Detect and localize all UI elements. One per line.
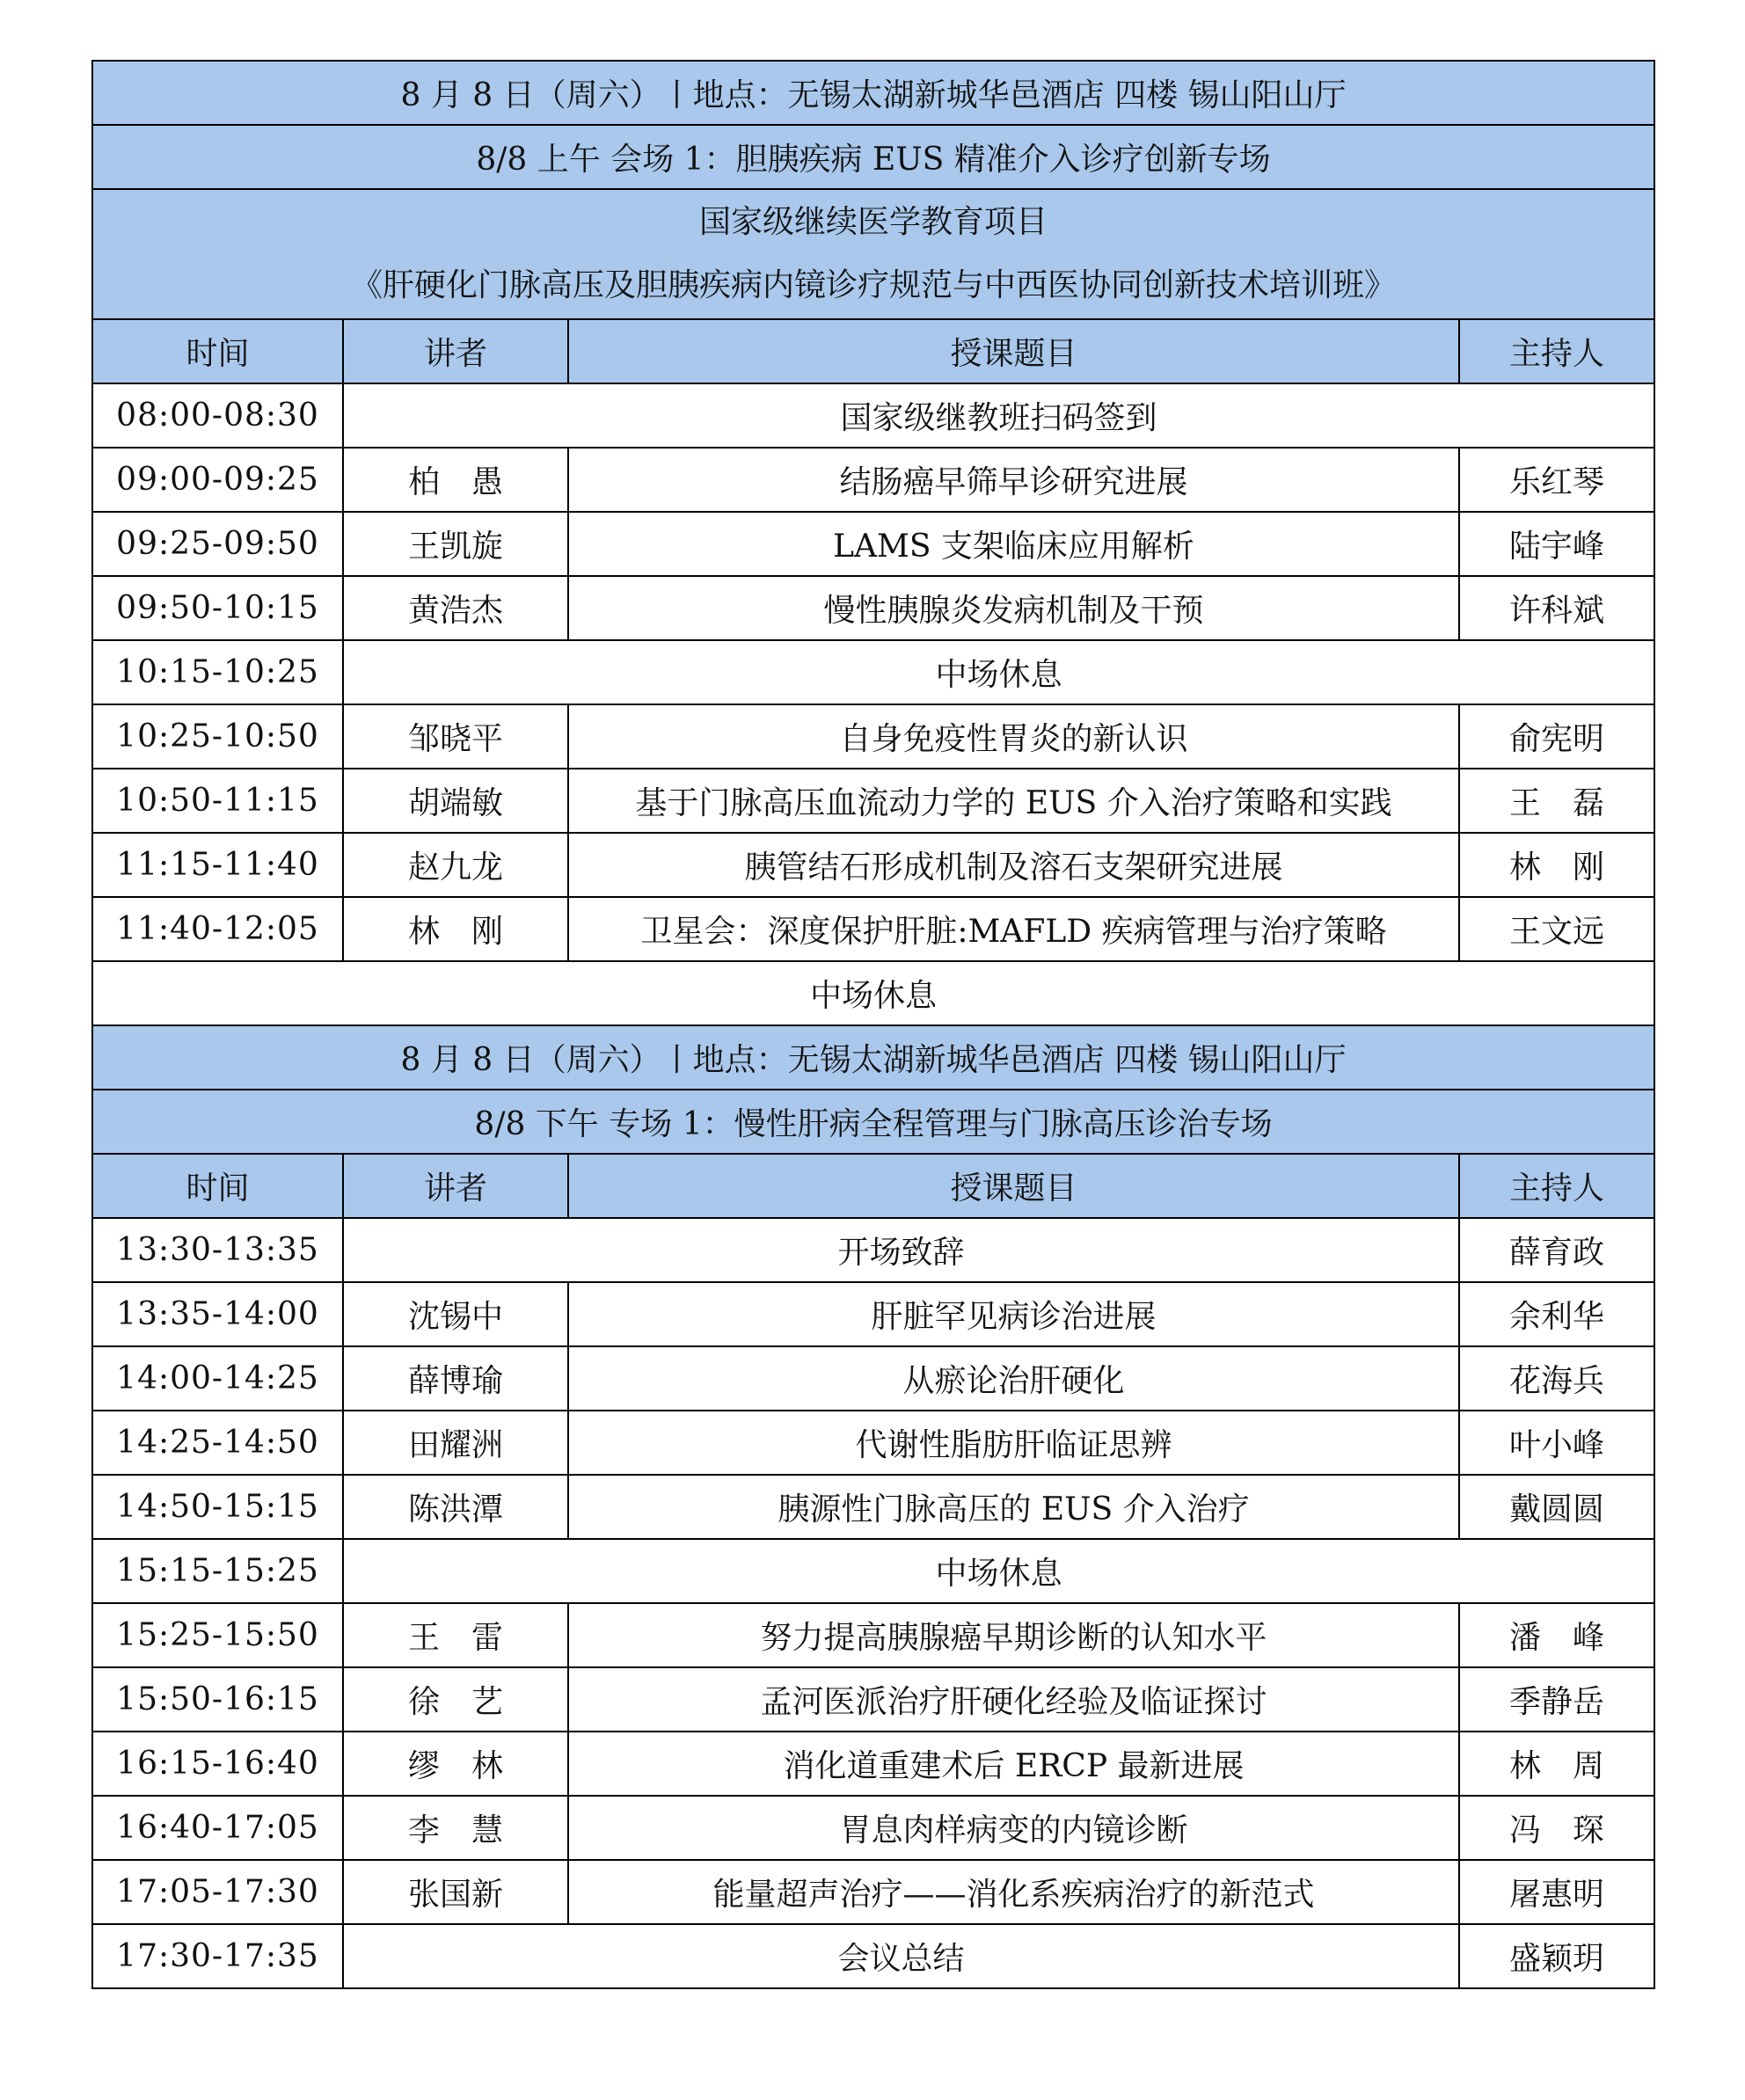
- col-topic: 授课题目: [568, 319, 1459, 383]
- speaker-cell: 李 慧: [343, 1796, 568, 1860]
- speaker-cell: 陈洪潭: [343, 1475, 568, 1539]
- host-cell: 冯 琛: [1459, 1796, 1654, 1860]
- time-cell: 13:30-13:35: [92, 1218, 343, 1282]
- col-host: 主持人: [1459, 1154, 1654, 1218]
- table-row: [92, 704, 1654, 769]
- speaker-cell: 黄浩杰: [343, 576, 568, 640]
- table-row: [92, 576, 1654, 640]
- speaker-cell: 林 刚: [343, 897, 568, 961]
- topic-cell: 能量超声治疗——消化系疾病治疗的新范式: [568, 1860, 1459, 1924]
- host-cell: 屠惠明: [1459, 1860, 1654, 1924]
- event-cell: 国家级继教班扫码签到: [343, 383, 1654, 448]
- lunch-break-row: [92, 961, 1654, 1025]
- table-row: [92, 1282, 1654, 1346]
- host-cell: 林 周: [1459, 1732, 1654, 1796]
- col-time: 时间: [92, 1154, 343, 1218]
- topic-cell: 结肠癌早筛早诊研究进展: [568, 448, 1459, 512]
- schedule-table: [91, 60, 1655, 1989]
- topic-cell: 胰管结石形成机制及溶石支架研究进展: [568, 833, 1459, 897]
- time-cell: 11:40-12:05: [92, 897, 343, 961]
- table-row: [92, 1924, 1654, 1988]
- col-speaker: 讲者: [343, 1154, 568, 1218]
- speaker-cell: 薛博瑜: [343, 1346, 568, 1411]
- host-cell: 陆宇峰: [1459, 512, 1654, 576]
- table-row: [92, 1796, 1654, 1860]
- time-cell: 14:00-14:25: [92, 1346, 343, 1411]
- host-cell: 戴圆圆: [1459, 1475, 1654, 1539]
- time-cell: 11:15-11:40: [92, 833, 343, 897]
- morning-column-header: [92, 319, 1654, 383]
- event-cell: 会议总结: [343, 1924, 1459, 1988]
- table-row: [92, 448, 1654, 512]
- table-row: [92, 833, 1654, 897]
- time-cell: 15:25-15:50: [92, 1603, 343, 1667]
- lunch-break: 中场休息: [92, 961, 1654, 1025]
- host-cell: 许科斌: [1459, 576, 1654, 640]
- time-cell: 10:25-10:50: [92, 704, 343, 769]
- host-cell: 季静岳: [1459, 1667, 1654, 1732]
- project-row: [92, 189, 1654, 319]
- topic-cell: 孟河医派治疗肝硬化经验及临证探讨: [568, 1667, 1459, 1732]
- host-cell: 花海兵: [1459, 1346, 1654, 1411]
- speaker-cell: 徐 艺: [343, 1667, 568, 1732]
- topic-cell: 基于门脉高压血流动力学的 EUS 介入治疗策略和实践: [568, 769, 1459, 833]
- speaker-cell: 胡端敏: [343, 769, 568, 833]
- table-row: [92, 769, 1654, 833]
- project-title: [92, 189, 1654, 319]
- table-row: [92, 1411, 1654, 1475]
- schedule-page: [91, 60, 1654, 1989]
- time-cell: 13:35-14:00: [92, 1282, 343, 1346]
- time-cell: 10:15-10:25: [92, 640, 343, 704]
- morning-date-venue-row: [92, 61, 1654, 125]
- speaker-cell: 缪 林: [343, 1732, 568, 1796]
- morning-session-row: [92, 125, 1654, 189]
- topic-cell: LAMS 支架临床应用解析: [568, 512, 1459, 576]
- morning-session-title: 8/8 上午 会场 1：胆胰疾病 EUS 精准介入诊疗创新专场: [92, 125, 1654, 189]
- time-cell: 17:30-17:35: [92, 1924, 343, 1988]
- speaker-cell: 田耀洲: [343, 1411, 568, 1475]
- host-cell: 叶小峰: [1459, 1411, 1654, 1475]
- table-row: [92, 897, 1654, 961]
- event-cell: 开场致辞: [343, 1218, 1459, 1282]
- table-row: [92, 1475, 1654, 1539]
- speaker-cell: 王凯旋: [343, 512, 568, 576]
- speaker-cell: 赵九龙: [343, 833, 568, 897]
- topic-cell: 慢性胰腺炎发病机制及干预: [568, 576, 1459, 640]
- table-row: [92, 512, 1654, 576]
- col-host: 主持人: [1459, 319, 1654, 383]
- afternoon-column-header: [92, 1154, 1654, 1218]
- host-cell: 潘 峰: [1459, 1603, 1654, 1667]
- table-row: [92, 1346, 1654, 1411]
- topic-cell: 胃息肉样病变的内镜诊断: [568, 1796, 1459, 1860]
- host-cell: 王 磊: [1459, 769, 1654, 833]
- time-cell: 14:50-15:15: [92, 1475, 343, 1539]
- event-cell: 中场休息: [343, 1539, 1654, 1603]
- speaker-cell: 柏 愚: [343, 448, 568, 512]
- afternoon-date-venue: 8 月 8 日（周六）丨地点：无锡太湖新城华邑酒店 四楼 锡山阳山厅: [92, 1025, 1654, 1090]
- speaker-cell: 张国新: [343, 1860, 568, 1924]
- time-cell: 15:50-16:15: [92, 1667, 343, 1732]
- col-time: 时间: [92, 319, 343, 383]
- morning-date-venue: 8 月 8 日（周六）丨地点：无锡太湖新城华邑酒店 四楼 锡山阳山厅: [92, 61, 1654, 125]
- time-cell: 16:15-16:40: [92, 1732, 343, 1796]
- host-cell: 盛颖玥: [1459, 1924, 1654, 1988]
- project-line-2: 《肝硬化门脉高压及胆胰疾病内镜诊疗规范与中西医协同创新技术培训班》: [351, 267, 1397, 303]
- time-cell: 09:00-09:25: [92, 448, 343, 512]
- afternoon-session-row: [92, 1090, 1654, 1154]
- host-cell: 俞宪明: [1459, 704, 1654, 769]
- topic-cell: 胰源性门脉高压的 EUS 介入治疗: [568, 1475, 1459, 1539]
- time-cell: 17:05-17:30: [92, 1860, 343, 1924]
- topic-cell: 努力提高胰腺癌早期诊断的认知水平: [568, 1603, 1459, 1667]
- speaker-cell: 沈锡中: [343, 1282, 568, 1346]
- table-row: [92, 1860, 1654, 1924]
- col-speaker: 讲者: [343, 319, 568, 383]
- time-cell: 08:00-08:30: [92, 383, 343, 448]
- afternoon-date-venue-row: [92, 1025, 1654, 1090]
- topic-cell: 消化道重建术后 ERCP 最新进展: [568, 1732, 1459, 1796]
- speaker-cell: 王 雷: [343, 1603, 568, 1667]
- time-cell: 09:50-10:15: [92, 576, 343, 640]
- afternoon-session-title: 8/8 下午 专场 1：慢性肝病全程管理与门脉高压诊治专场: [92, 1090, 1654, 1154]
- speaker-cell: 邹晓平: [343, 704, 568, 769]
- host-cell: 薛育政: [1459, 1218, 1654, 1282]
- table-row: [92, 383, 1654, 448]
- time-cell: 16:40-17:05: [92, 1796, 343, 1860]
- topic-cell: 卫星会：深度保护肝脏:MAFLD 疾病管理与治疗策略: [568, 897, 1459, 961]
- topic-cell: 肝脏罕见病诊治进展: [568, 1282, 1459, 1346]
- table-row: [92, 640, 1654, 704]
- topic-cell: 代谢性脂肪肝临证思辨: [568, 1411, 1459, 1475]
- table-row: [92, 1603, 1654, 1667]
- project-line-1: 国家级继续医学教育项目: [699, 204, 1048, 240]
- topic-cell: 从瘀论治肝硬化: [568, 1346, 1459, 1411]
- time-cell: 15:15-15:25: [92, 1539, 343, 1603]
- table-row: [92, 1218, 1654, 1282]
- topic-cell: 自身免疫性胃炎的新认识: [568, 704, 1459, 769]
- host-cell: 乐红琴: [1459, 448, 1654, 512]
- time-cell: 14:25-14:50: [92, 1411, 343, 1475]
- col-topic: 授课题目: [568, 1154, 1459, 1218]
- table-row: [92, 1667, 1654, 1732]
- time-cell: 09:25-09:50: [92, 512, 343, 576]
- host-cell: 余利华: [1459, 1282, 1654, 1346]
- table-row: [92, 1539, 1654, 1603]
- host-cell: 林 刚: [1459, 833, 1654, 897]
- time-cell: 10:50-11:15: [92, 769, 343, 833]
- event-cell: 中场休息: [343, 640, 1654, 704]
- table-row: [92, 1732, 1654, 1796]
- host-cell: 王文远: [1459, 897, 1654, 961]
